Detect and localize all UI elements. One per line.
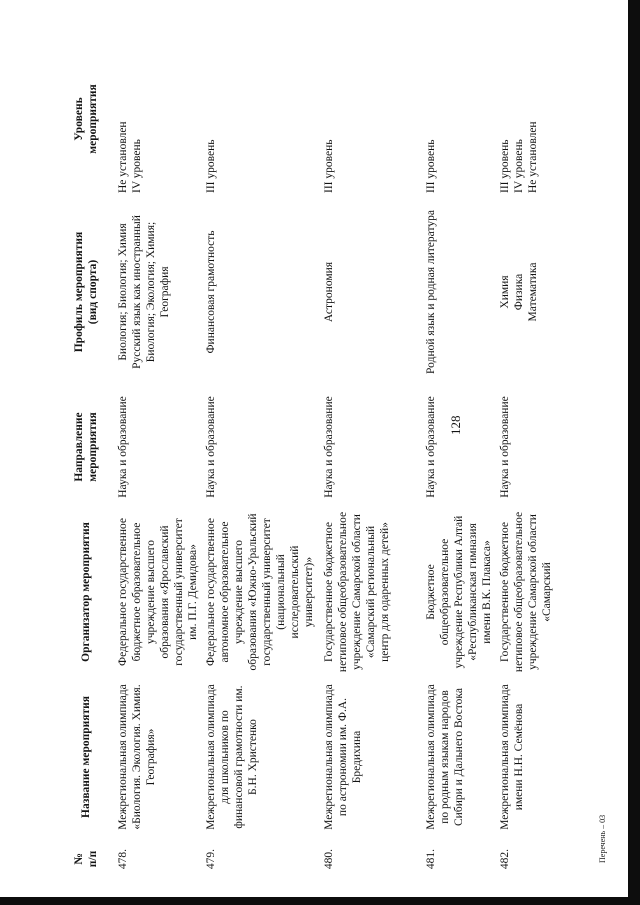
event-direction: Наука и образование bbox=[323, 396, 336, 498]
row-number: 480. bbox=[323, 848, 336, 870]
event-level: III уровень bbox=[425, 139, 438, 193]
event-profile: Родной язык и родная литература bbox=[425, 210, 438, 374]
event-direction: Наука и образование bbox=[499, 396, 512, 498]
event-name: Межрегиональная олимпиада по родным языкам народов Сибири и Дальнего Востока bbox=[425, 684, 466, 830]
event-organizer: Федеральное государственное бюджетное образовательное учреждение высшего образования «Ярославский государственный университет им. П.Г. Демидова» bbox=[117, 518, 200, 667]
events-table bbox=[58, 41, 592, 881]
event-organizer: Бюджетное общеобразовательное учреждение Республики Алтай «Республиканская гимназия имени В.К. Плакаса» bbox=[425, 515, 494, 669]
event-profile: Астрономия bbox=[323, 261, 336, 323]
table-row bbox=[202, 41, 320, 881]
event-level: III уровень bbox=[323, 139, 336, 193]
event-name: Межрегиональная олимпиада по астрономии им. Ф.А. Бредихина bbox=[323, 684, 364, 830]
row-number: 479. bbox=[205, 848, 218, 870]
event-level: III уровень IV уровень Не установлен bbox=[499, 121, 540, 193]
event-direction: Наука и образование bbox=[425, 396, 438, 498]
header-direction: Направление мероприятия bbox=[72, 412, 99, 482]
event-profile: Финансовая грамотность bbox=[205, 230, 218, 354]
table-row bbox=[114, 41, 202, 881]
row-number: 481. bbox=[425, 848, 438, 870]
event-organizer: Государственное бюджетное нетиповое общеобразовательное учреждение Самарской области «Самарский региональный центр для одаренных детей» bbox=[323, 511, 392, 673]
table-header-row bbox=[58, 41, 114, 881]
event-level: III уровень bbox=[205, 139, 218, 193]
table-row bbox=[320, 41, 422, 881]
event-direction: Наука и образование bbox=[117, 396, 129, 498]
event-name: Межрегиональная олимпиада для школьников по финансовой грамотности им. Б.Н. Христенко bbox=[205, 684, 260, 830]
row-number: 478. bbox=[117, 848, 129, 870]
event-name: Межрегиональная олимпиада имени Н.Н. Семёнова bbox=[499, 684, 526, 830]
table-row bbox=[496, 41, 592, 881]
header-profile: Профиль мероприятия (вид спорта) bbox=[72, 231, 99, 353]
event-direction: Наука и образование bbox=[205, 396, 218, 498]
header-level: Уровень мероприятия bbox=[72, 84, 99, 154]
event-level: Не установлен IV уровень bbox=[117, 121, 144, 193]
row-number: 482. bbox=[499, 848, 512, 870]
footer-note: Перечень – 03 bbox=[598, 814, 607, 863]
event-profile: Биология; Биология; Химия Русский язык как иностранный Биология; Экология; Химия; География bbox=[117, 215, 172, 369]
event-name: Межрегиональная олимпиада «Биология. Экология. Химия. География» bbox=[117, 684, 158, 830]
header-num: № п/п bbox=[72, 850, 99, 868]
event-organizer: Федеральное государственное автономное образовательное учреждение высшего образования «Южно-Уральский государственный университет (национальный исследовательский университет)» bbox=[205, 513, 316, 671]
header-organizer: Организатор мероприятия bbox=[79, 522, 92, 662]
table-row bbox=[422, 41, 496, 881]
event-profile: Химия Физика Математика bbox=[499, 262, 540, 322]
header-name: Название мероприятия bbox=[79, 696, 92, 818]
page-number: 128 bbox=[448, 415, 463, 435]
event-organizer: Государственное бюджетное нетиповое общеобразовательное учреждение Самарской области «Самарский bbox=[499, 511, 554, 673]
